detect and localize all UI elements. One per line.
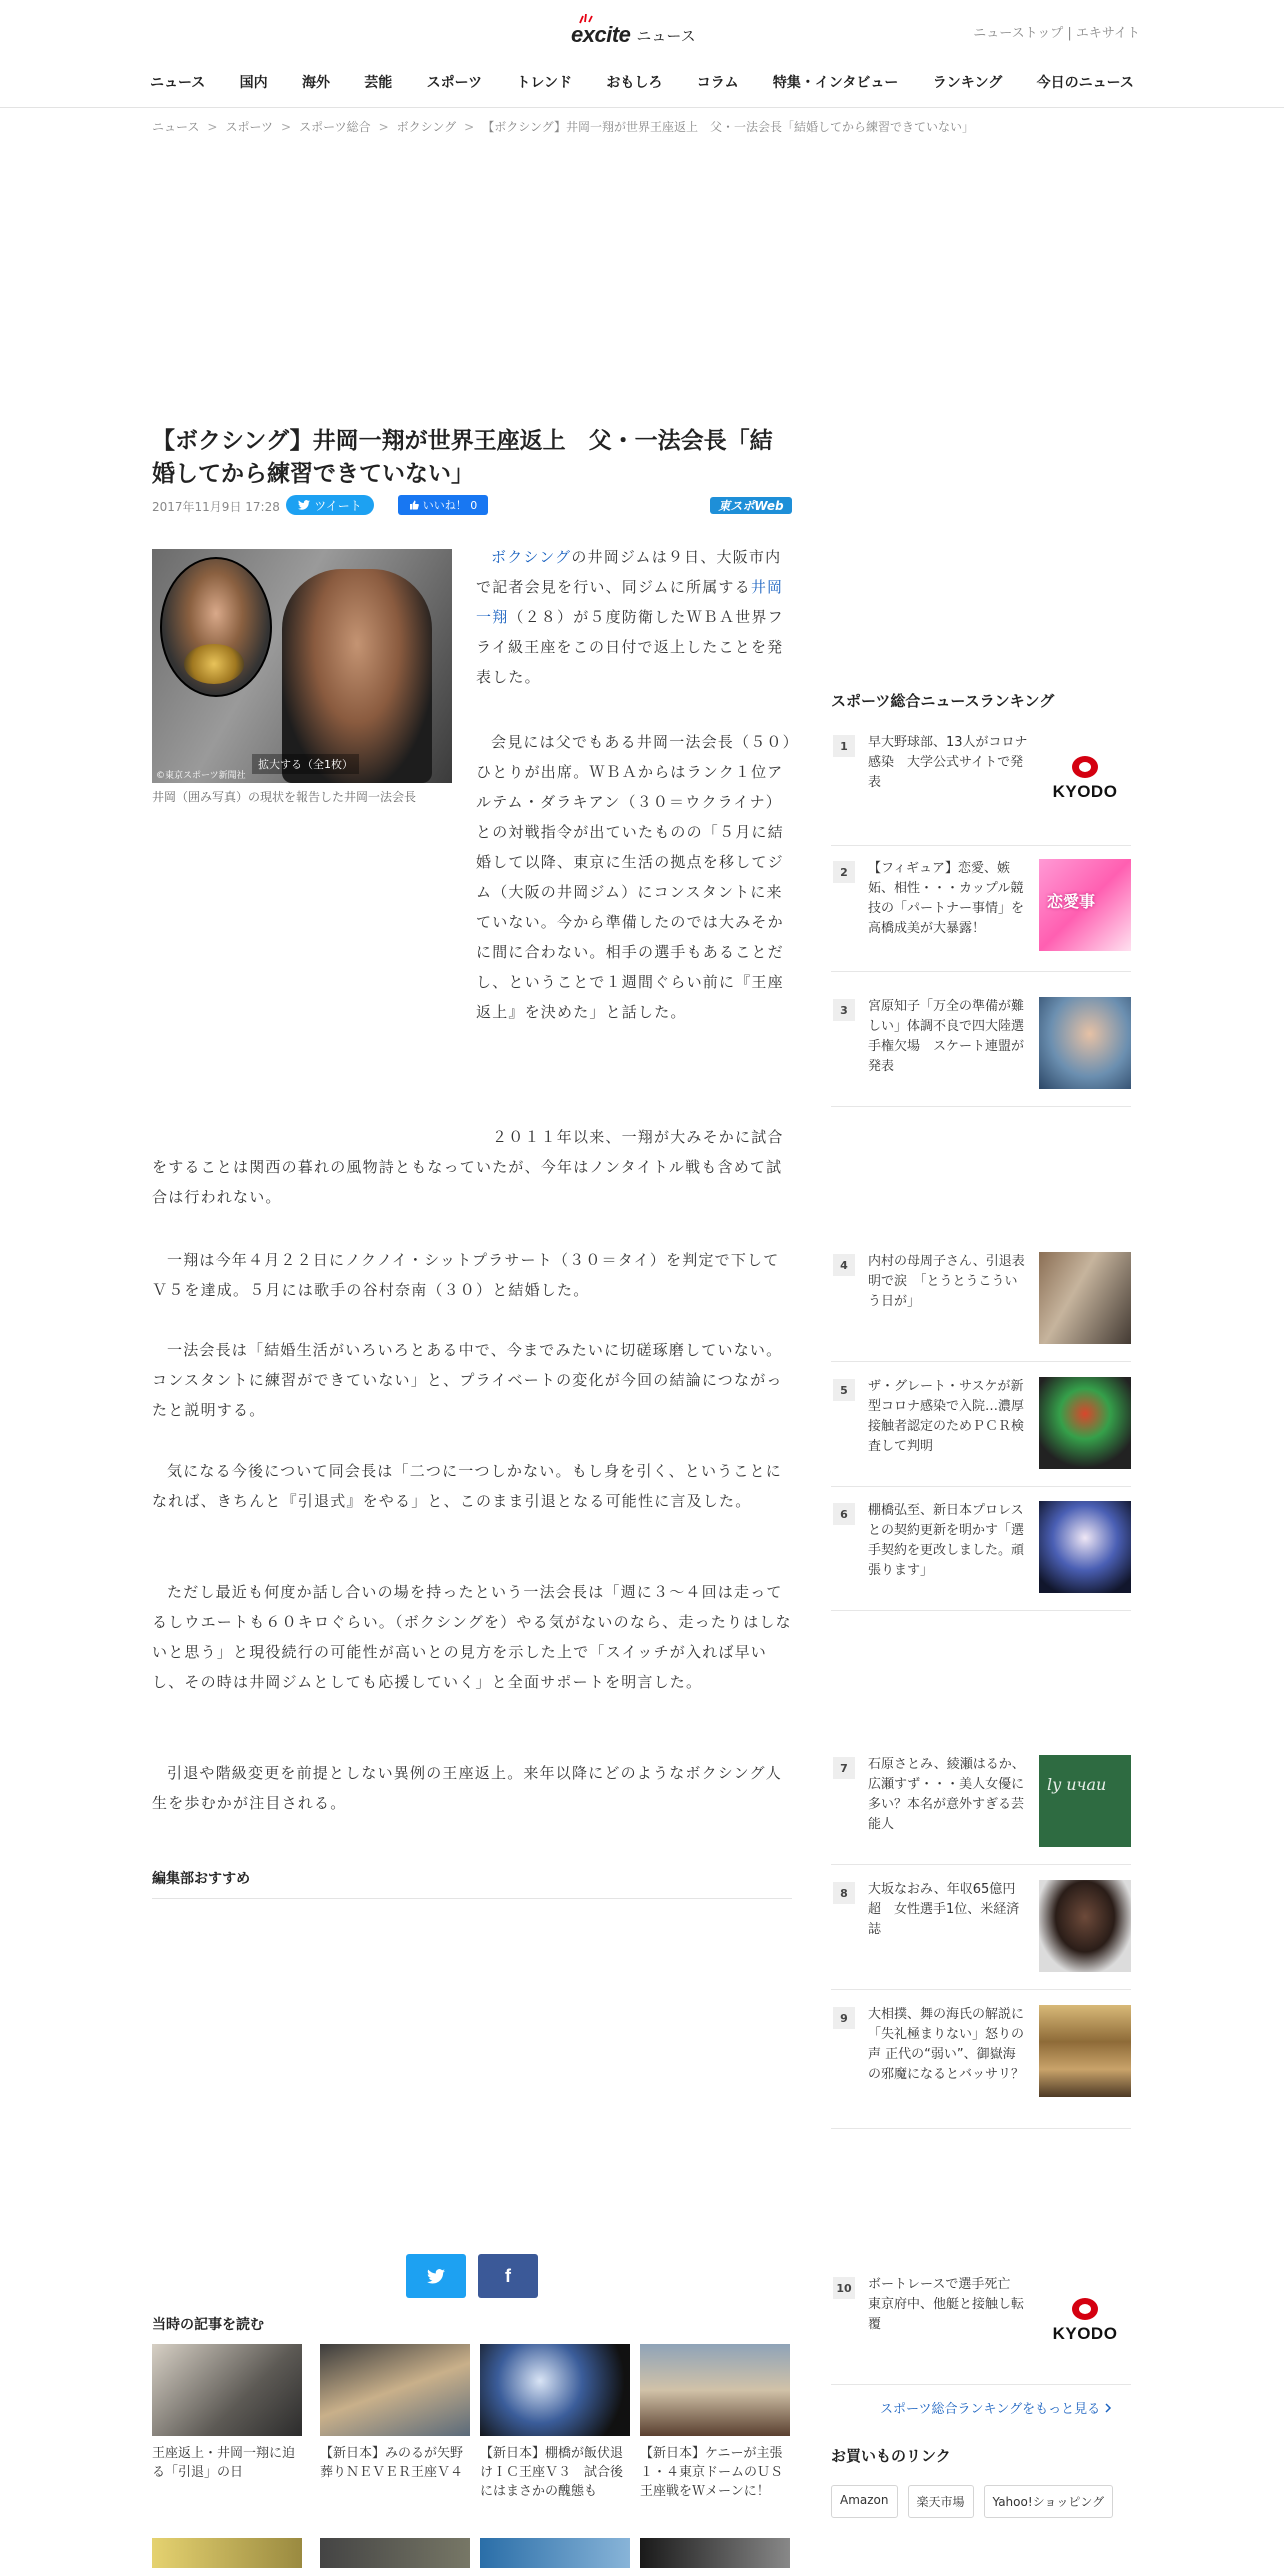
nav-item-sports[interactable]: スポーツ — [426, 75, 483, 91]
kyodo-logo — [1039, 733, 1131, 825]
related-title: 【新日本】棚橋が飯伏退けＩＣ王座Ｖ３ 試合後にはまさかの醜態も — [480, 2446, 624, 2499]
related-article-card[interactable] — [480, 2344, 630, 2501]
nav-item-trend[interactable]: トレンド — [516, 75, 573, 91]
related-article-card[interactable] — [320, 2344, 470, 2482]
thumbs-up-icon — [409, 500, 419, 510]
rank-number: 10 — [833, 2277, 855, 2299]
nav-item-feature[interactable]: 特集・インタビュー — [772, 75, 899, 91]
article-date: 2017年11月9日 17:28 — [152, 500, 280, 514]
related-thumbnail-partial[interactable] — [320, 2538, 470, 2568]
rank-title: ボートレースで選手死亡 東京府中、他艇と接触し転覆 — [868, 2277, 1025, 2332]
ranking-item[interactable] — [831, 2005, 1131, 2129]
twitter-icon — [427, 2269, 445, 2284]
related-title: 王座返上・井岡一翔に迫る「引退」の日 — [152, 2446, 296, 2480]
section-name: ニュース — [636, 27, 696, 45]
news-top-link[interactable]: ニューストップ — [973, 26, 1064, 41]
brand-text: excite — [571, 22, 631, 47]
top-links — [973, 22, 1140, 41]
kyodo-mark — [1072, 2298, 1098, 2320]
ranking-heading: スポーツ総合ニュースランキング — [831, 692, 1055, 710]
ranking-item[interactable] — [831, 1501, 1131, 1611]
nav-item-ranking[interactable]: ランキング — [932, 75, 1003, 91]
global-nav — [150, 72, 1134, 92]
boxing-link[interactable]: ボクシング — [491, 548, 572, 566]
rank-title: 内村の母周子さん、引退表明で涙 「とうとうこういう日が」 — [868, 1254, 1025, 1309]
more-ranking-label: スポーツ総合ランキングをもっと見る — [880, 2402, 1101, 2417]
rank-title: 大相撲、舞の海氏の解説に「失礼極まりない」怒りの声 正代の“弱い”、御嶽海の邪魔になるとバッサリ？ — [868, 2007, 1025, 2082]
article-title: 【ボクシング】井岡一翔が世界王座返上 父・一法会長「結婚してから練習できていない」 — [152, 428, 773, 487]
breadcrumb-boxing[interactable]: ボクシング — [396, 120, 457, 134]
rank-thumbnail — [1039, 997, 1131, 1089]
article-paragraph: 会見には父でもある井岡一法会長（５０）ひとりが出席。ＷＢＡからはランク１位アルテム・ダラキアン（３０＝ウクライナ）との対戦指令が出ていたものの「５月に結婚して以降、東京に生活の拠点を移してジム（大阪の井岡ジム）にコンスタントに来ていない。今から準備したのでは大みそかに間に合わない。相手の選手もあることだし、ということで１週間ぐらい前に『王座返上』を決めた」と話した。 — [476, 733, 792, 1021]
excite-logo[interactable] — [571, 14, 696, 48]
shopping-heading: お買いものリンク — [831, 2447, 951, 2465]
rank-number: 1 — [833, 735, 855, 757]
championship-belt — [184, 644, 244, 684]
breadcrumb-sports[interactable]: スポーツ — [225, 120, 273, 134]
breadcrumb — [152, 118, 974, 135]
ranking-item[interactable] — [831, 1755, 1131, 1865]
photo-caption: 井岡（囲み写真）の現状を報告した井岡一法会長 — [152, 790, 417, 804]
twitter-icon — [298, 500, 310, 510]
shopping-links — [831, 2485, 1113, 2518]
editor-recommend-heading: 編集部おすすめ — [152, 1868, 792, 1899]
yahoo-shopping-link[interactable]: Yahoo!ショッピング — [984, 2485, 1114, 2518]
rank-number: 9 — [833, 2007, 855, 2029]
rank-thumbnail — [1039, 1501, 1131, 1593]
article-paragraph: 一翔は今年４月２２日にノクノイ・シットプラサート（３０＝タイ）を判定で下してＶ５を達成。５月には歌手の谷村奈南（３０）と結婚した。 — [152, 1251, 780, 1299]
related-thumbnail-partial[interactable] — [640, 2538, 790, 2568]
article-photo[interactable] — [152, 549, 452, 783]
rank-number: 4 — [833, 1254, 855, 1276]
breadcrumb-current: 【ボクシング】井岡一翔が世界王座返上 父・一法会長「結婚してから練習できていない」 — [482, 120, 975, 134]
related-articles-heading: 当時の記事を読む — [152, 2317, 264, 2333]
rank-number: 7 — [833, 1757, 855, 1779]
source-logo[interactable]: 東スポWeb — [710, 497, 792, 514]
article-paragraph: 引退や階級変更を前提としない異例の王座返上。来年以降にどのようなボクシング人生を歩むかが注目される。 — [152, 1764, 782, 1812]
ranking-item[interactable] — [831, 2275, 1131, 2385]
related-thumbnail — [320, 2344, 470, 2436]
nav-item-column[interactable]: コラム — [696, 75, 739, 91]
related-thumbnail-partial[interactable] — [152, 2538, 302, 2568]
ranking-item[interactable] — [831, 1252, 1131, 1362]
share-twitter-button[interactable] — [406, 2254, 466, 2298]
ranking-item[interactable] — [831, 859, 1131, 972]
site-header — [0, 0, 1284, 108]
paragraph-text: ２０１１年以来、一翔が大みそかに試合をすることは関西の暮れの風物詩ともなっていたが、今年はノンタイトル戦も含めて試合は行われない。 — [152, 1128, 784, 1206]
top-links-separator: | — [1067, 26, 1076, 41]
kyodo-wordmark: KYODO — [1052, 2324, 1118, 2343]
ioka-kazuto-link[interactable]: 井岡一翔 — [476, 578, 784, 626]
nav-item-today[interactable]: 今日のニュース — [1036, 75, 1134, 91]
breadcrumb-sep: > — [207, 120, 218, 134]
rank-thumbnail — [1039, 1755, 1131, 1847]
article-paragraph — [152, 1122, 792, 1212]
photo-credit: ©東京スポーツ新聞社 — [156, 771, 246, 781]
related-thumbnail — [640, 2344, 790, 2436]
like-button[interactable] — [398, 495, 488, 515]
article-paragraph: 一法会長は「結婚生活がいろいろとある中で、今までみたいに切磋琢磨していない。コンスタントに練習ができていない」と、プライベートの変化が今回の結論につながったと説明する。 — [152, 1341, 783, 1419]
nav-item-funny[interactable]: おもしろ — [606, 75, 663, 91]
thumbnail-text: 恋愛事 — [1047, 892, 1096, 911]
rank-title: 棚橋弘至、新日本プロレスとの契約更新を明かす「選手契約を更改しました。頑張ります」 — [868, 1503, 1025, 1578]
ranking-item[interactable] — [831, 997, 1131, 1107]
rank-thumbnail — [1039, 1252, 1131, 1344]
brand-wordmark — [571, 22, 630, 48]
rank-title: ザ・グレート・サスケが新型コロナ感染で入院…濃厚接触者認定のためＰＣＲ検査して判明 — [868, 1379, 1025, 1454]
rank-title: 大坂なおみ、年収65億円超 女性選手1位、米経済誌 — [868, 1882, 1020, 1937]
more-ranking-link[interactable] — [880, 2398, 1112, 2417]
rank-title: 【フィギュア】恋愛、嫉妬、相性・・・カップル競技の「パートナー事情」を高橋成美が大暴露！ — [868, 861, 1025, 936]
rank-number: 3 — [833, 999, 855, 1021]
related-thumbnail-partial[interactable] — [480, 2538, 630, 2568]
chevron-right-icon — [1104, 2403, 1112, 2413]
photo-zoom-label[interactable]: 拡大する（全1枚） — [252, 754, 359, 774]
kyodo-wordmark: KYODO — [1052, 782, 1118, 801]
related-title: 【新日本】みのるが矢野葬りＮＥＶＥＲ王座Ｖ４ — [320, 2446, 464, 2480]
thumbnail-text: ly ичаи — [1047, 1775, 1107, 1794]
related-article-card[interactable] — [152, 2344, 302, 2482]
rank-title: 宮原知子「万全の準備が難しい」体調不良で四大陸選手権欠場 スケート連盟が発表 — [868, 999, 1025, 1074]
paragraph-text: の井岡ジムは９日、大阪市内で記者会見を行い、同ジムに所属する — [476, 548, 782, 596]
related-article-card[interactable] — [640, 2344, 790, 2501]
breadcrumb-sports-general[interactable]: スポーツ総合 — [299, 120, 371, 134]
breadcrumb-sep: > — [378, 120, 389, 134]
article-paragraph — [476, 542, 792, 692]
paragraph-text: （２８）が５度防衛したＷＢＡ世界フライ級王座をこの日付で返上したことを発表した。 — [476, 608, 784, 686]
nav-item-entertainment[interactable]: 芸能 — [364, 75, 393, 91]
rank-thumbnail — [1039, 2005, 1131, 2097]
rank-number: 5 — [833, 1379, 855, 1401]
excite-site-link[interactable]: エキサイト — [1075, 26, 1140, 41]
breadcrumb-news[interactable]: ニュース — [152, 120, 200, 134]
rakuten-link[interactable]: 楽天市場 — [908, 2485, 974, 2518]
nav-item-overseas[interactable]: 海外 — [301, 75, 330, 91]
ranking-item[interactable] — [831, 1377, 1131, 1487]
facebook-icon: f — [505, 2265, 511, 2286]
share-facebook-button[interactable] — [478, 2254, 538, 2298]
article-meta — [152, 495, 792, 517]
breadcrumb-sep: > — [281, 120, 292, 134]
article-paragraph: ただし最近も何度か話し合いの場を持ったという一法会長は「週に３～４回は走ってるしウエートも６０キロぐらい。（ボクシングを）やる気がないのなら、走ったりはしないと思う」と現役続行の可能性が高いとの見方を示した上で「スイッチが入れば早いし、その時は井岡ジムとしても応援していく」と全面サポートを明言した。 — [152, 1583, 792, 1691]
related-thumbnail — [152, 2344, 302, 2436]
tweet-button[interactable] — [286, 495, 374, 515]
kyodo-mark — [1072, 756, 1098, 778]
rank-number: 6 — [833, 1503, 855, 1525]
rank-thumbnail — [1039, 1880, 1131, 1972]
rank-thumbnail — [1039, 859, 1131, 951]
photo-subject — [282, 569, 432, 783]
like-label: いいね！ 0 — [422, 499, 478, 512]
nav-item-news[interactable]: ニュース — [150, 75, 206, 91]
rank-number: 8 — [833, 1882, 855, 1904]
kyodo-logo — [1039, 2275, 1131, 2367]
rank-number: 2 — [833, 861, 855, 883]
breadcrumb-sep: > — [464, 120, 475, 134]
ranking-item[interactable] — [831, 1880, 1131, 1990]
rank-thumbnail — [1039, 1377, 1131, 1469]
amazon-link[interactable]: Amazon — [831, 2485, 898, 2518]
rank-title: 石原さとみ、綾瀬はるか、広瀬すず・・・美人女優に多い？本名が意外すぎる芸能人 — [868, 1757, 1025, 1832]
related-title: 【新日本】ケニーが主張 １・４東京ドームのＵＳ王座戦をＷメーンに！ — [640, 2446, 784, 2499]
ranking-item[interactable] — [831, 733, 1131, 846]
article-paragraph: 気になる今後について同会長は「二つに一つしかない。もし身を引く、ということになれば、きちんと『引退式』をやる」と、このまま引退となる可能性に言及した。 — [152, 1462, 783, 1510]
related-thumbnail — [480, 2344, 630, 2436]
rank-title: 早大野球部、13人がコロナ感染 大学公式サイトで発表 — [868, 735, 1028, 790]
spark-icon — [579, 14, 593, 24]
nav-item-domestic[interactable]: 国内 — [239, 75, 268, 91]
tweet-label: ツイート — [314, 498, 362, 513]
